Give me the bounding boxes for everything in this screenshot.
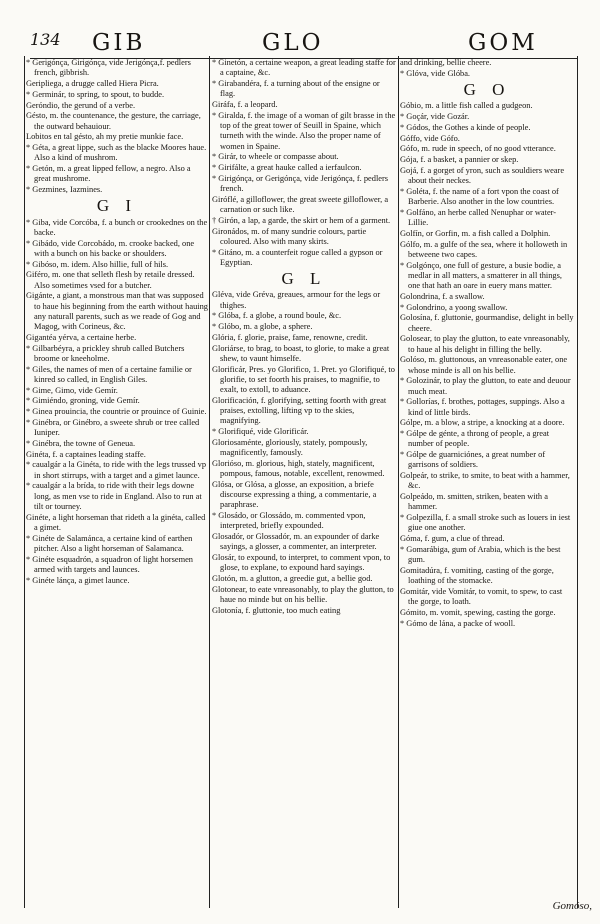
dictionary-entry: * Ginéte de Salamánca, a certaine kind of earthen pitcher. Also a light horseman of Salamanca. [26,533,193,553]
dictionary-entry: Góma, f. gum, a clue of thread. [400,534,505,543]
dictionary-entry: * Golondrino, a yoong swallow. [400,302,508,312]
page-number: 134 [30,30,61,49]
column-rule-left [24,56,25,908]
dictionary-entry: * Géta, a great lippe, such as the blacke Moores haue. Also a kind of mushrom. [26,143,207,163]
guide-word-center: GLO [262,30,324,56]
dictionary-entry: * Gitáno, m. a counterfeit rogue called a gypson or Egyptian. [212,247,383,267]
dictionary-entry: * Goçár, vide Gozár. [400,112,470,121]
dictionary-entry: * caualgár a la Ginéta, to ride with the legs trussed vp in short stirrups, with a target and a gimet launce. [26,460,207,480]
dictionary-entry: * Giba, vide Corcóba, f. a bunch or crookednes on the backe. [26,217,208,237]
dictionary-entry: Glosár, to expound, to interpret, to comment vpon, to glose, to explane, to expound hard sayings. [212,553,391,573]
dictionary-entry: * Golozinár, to play the glutton, to eate and deuour much meat. [400,376,571,396]
dictionary-entry: * Gólpe de guarniciónes, a great number of garrisons of soldiers. [400,450,546,470]
dictionary-entry: Gigantéa yérva, a certaine herbe. [26,332,137,342]
dictionary-entry: * Giles, the names of men of a certaine familie or kinred so called, in English Giles. [26,364,192,384]
dictionary-entry: Glotonía, f. gluttonie, too much eating [212,605,341,615]
dictionary-entry: Golondrina, f. a swallow. [400,291,485,301]
dictionary-entry: Gléva, vide Gréva, greaues, armour for the legs or thighes. [212,290,381,310]
dictionary-entry: * Glóba, f. a globe, a round boule, &c. [212,311,342,321]
dictionary-entry: Gloriárse, to brag, to boast, to glorie, to make a great shew, to vaunt himselfe. [212,343,390,363]
column-rule-1 [209,56,210,908]
dictionary-entry: Glorificár, Pres. yo Glorifico, 1. Pret. yo Glorifiqué, to glorifie, to set foorth his praises, to magnifie, to exalt, to extoll, to aduance. [212,364,395,394]
dictionary-entry: * Gómo de lána, a packe of wooll. [400,618,516,628]
dictionary-entry: Góbio, m. a little fish called a gudgeon. [400,101,533,111]
dictionary-entry: * Glorifiqué, vide Glorificár. [212,427,309,436]
dictionary-entry: * Getón, m. a great lipped fellow, a negro. Also a great mushrome. [26,164,191,184]
dictionary-entry: Glória, f. glorie, praise, fame, renowne, credit. [212,332,368,342]
dictionary-entry: * Gomarábiga, gum of Arabia, which is the best gum. [400,544,561,564]
dictionary-entry: * Gilbarbéyra, a prickley shrub called Butchers broome or kneeholme. [26,343,185,363]
dictionary-entry: Geripliega, a drugge called Hiera Picra. [26,79,159,88]
dictionary-entry: Gomitár, vide Vomitár, to vomit, to spew, to cast the gorge, to loath. [400,586,563,606]
dictionary-entry: Golpeár, to strike, to smite, to beat with a hammer, &c. [400,471,570,491]
dictionary-entry: Gojá, f. a gorget of yron, such as souldiers weare about their neckes. [400,165,565,185]
dictionary-entry: * Ginébra, or Ginébro, a sweete shrub or tree called Iuniper. [26,417,200,437]
dictionary-entry: Glorificación, f. glorifying, setting foorth with great praises, extolling, lifting vp to the skies, magnifying. [212,395,387,426]
dictionary-entry: * Gólpe de génte, a throng of people, a great number of people. [400,429,550,449]
dictionary-entry: * Ginébra, the towne of Geneua. [26,438,136,448]
dictionary-entry: * Goléta, f. the name of a fort vpon the coast of Barberie. Also another in the low countries. [400,186,559,206]
dictionary-entry: * Ginéte esquadrón, a squadron of light horsemen armed with targets and launces. [26,554,193,574]
catchword: Gomóso, [552,900,592,912]
dictionary-entry: * Gollorías, f. brothes, pottages, suppings. Also a kind of little birds. [400,397,565,417]
dictionary-entry: * Glosádo, or Glossádo, m. commented vpon, interpreted, briefly expounded. [212,511,366,531]
dictionary-entry: Golpeádo, m. smitten, striken, beaten with a hammer. [400,492,548,512]
dictionary-entry: * Gibádo, vide Corcobádo, m. crooke backed, one with a bunch on his backe or shoulders. [26,238,195,258]
dictionary-entry: * Gezmines, Iazmines. [26,185,103,194]
dictionary-entry: Gironádos, m. of many sundrie colours, partie coloured. Also with many skirts. [212,226,367,246]
dictionary-entry: Lobitos en tal gésto, ah my pretie munkie face. [26,132,184,142]
dictionary-entry: * Gibóso, m. idem. Also hillie, full of hils. [26,259,169,269]
dictionary-entry: * Germinár, to spring, to spout, to budde. [26,89,165,99]
dictionary-entry: * Golpezilla, f. a small stroke such as louers in iest giue one another. [400,513,571,533]
dictionary-entry: Gófo, m. rude in speech, of no good vtterance. [400,144,556,154]
dictionary-entry: Glorióso, m. glorious, high, stately, magnificent, pompous, famous, notable, excellent, renowmed. [212,458,385,478]
dictionary-entry: * Gerigónça, Girigónça, vide Jerigónça,f. pedlers french, gibbrish. [26,58,191,78]
dictionary-entry: Geróndio, the gerund of a verbe. [26,100,136,110]
column-3 [400,58,574,906]
dictionary-entry: * Golgónço, one full of gesture, a busie bodie, a medlar in all matters, a smatterer in all things, one that hath an oare in euery mans matter. [400,260,562,290]
section-heading: G O [463,80,511,99]
dictionary-entry: * Giralda, f. the image of a woman of gilt brasse in the top of the great tower of Seuill in Spaine, which turneth with the winde. Also the proper name of women in Spaine. [212,110,396,151]
dictionary-entry: Glósa, or Glósa, a glosse, an exposition, a briefe discourse expressing a thing, a commentarie, a paraphrase. [212,479,377,510]
column-rule-2 [398,56,399,908]
column-rule-right [577,56,578,908]
dictionary-entry: Gloriosaménte, gloriously, stately, pompously, magnificently, famously. [212,437,368,457]
dictionary-entry: Giráfa, f. a leopard. [212,100,278,109]
dictionary-entry: * Gimiéndo, groning, vide Gemír. [26,396,140,406]
dictionary-entry: * Golfáno, an herbe called Nenuphar or water-Lillie. [400,207,557,227]
dictionary-entry: Ginéte, a light horseman that rideth a la ginéta, called a gimet. [26,512,206,532]
dictionary-entry: * Girifálte, a great hauke called a ierfaulcon. [212,163,362,172]
guide-word-left: GIB [92,30,146,56]
dictionary-entry: Golóso, m. gluttonous, an vnreasonable eater, one whose minde is all on his bellie. [400,355,568,375]
dictionary-entry: * Glóva, vide Glóba. [400,68,471,78]
dictionary-entry: Giróflé, a gilloflower, the great sweete gilloflower, a carnation or such like. [212,194,389,214]
dictionary-entry: Giféro, m. one that selleth flesh by retaile dressed. Also sometimes vsed for a butcher. [26,270,195,290]
dictionary-entry: * Girigónça, or Gerigónça, vide Jerigónça, f. pedlers french. [212,173,389,193]
dictionary-entry: Glosadór, or Glossadór, m. an expounder of darke sayings, a glosser, a commenter, an interpreter. [212,532,380,552]
section-heading: G L [281,269,327,288]
section-heading: G I [96,196,138,216]
dictionary-entry: Gomitadúra, f. vomiting, casting of the gorge, loathing of the stomacke. [400,565,554,585]
dictionary-entry: and drinking, bellie cheere. [400,58,492,67]
dictionary-entry: Gigánte, a giant, a monstrous man that was supposed to haue his beginning from the earth without hauing any naturall parents, such as we reade of Gog and Magog, with Corineus, &c. [26,291,208,331]
dictionary-entry: * Glóbo, m. a globe, a sphere. [212,322,313,331]
dictionary-entry: Gója, f. a basket, a pannier or skep. [400,155,519,164]
column-1 [26,58,208,906]
dictionary-entry: Góffo, vide Gófo. [400,133,460,143]
dictionary-entry: † Girón, a lap, a garde, the skirt or hem of a garment. [212,215,391,225]
dictionary-entry: Gómito, m. vomit, spewing, casting the gorge. [400,607,556,617]
dictionary-entry: * Gime, Gimo, vide Gemír. [26,385,118,395]
dictionary-entry: Ginéta, f. a captaines leading staffe. [26,449,146,459]
dictionary-entry: Golosear, to play the glutton, to eate vnreasonably, to haue al his delight in filling the belly. [400,334,570,354]
dictionary-entry: Golosína, f. gluttonie, gourmandise, delight in belly cheere. [400,313,574,333]
dictionary-entry: Gólpe, m. a blow, a stripe, a knocking at a doore. [400,418,565,428]
dictionary-entry: Glotón, m. a glutton, a greedie gut, a bellie god. [212,574,373,583]
column-2 [212,58,396,906]
dictionary-entry: * Ginetón, a certaine weapon, a great leading staffe for a captaine, &c. [212,58,396,78]
dictionary-entry: * Girár, to wheele or compasse about. [212,152,339,162]
dictionary-entry: Gólfo, m. a gulfe of the sea, where it holloweth in betweene two capes. [400,239,568,259]
dictionary-entry: * caualgár a la brída, to ride with their legs downe long, as men vse to ride in England. Also to run at tilt or tourney. [26,481,202,511]
dictionary-entry: * Ginéte lánça, a gimet launce. [26,575,130,585]
dictionary-entry: Golfín, or Gorfin, m. a fish called a Dolphin. [400,228,551,238]
dictionary-entry: Gésto, m. the countenance, the gesture, the carriage, the outward behauiour. [26,111,201,131]
dictionary-entry: Glotonear, to eate vnreasonably, to play the glutton, to haue no minde but on his bellie. [212,584,394,604]
dictionary-entry: * Gódos, the Gothes a kinde of people. [400,122,531,132]
dictionary-entry: * Ginea prouincia, the countrie or prouince of Guinie. [26,407,207,416]
dictionary-entry: * Girabandéra, f. a turning about of the ensigne or flag. [212,79,380,99]
guide-word-right: GOM [468,30,538,56]
